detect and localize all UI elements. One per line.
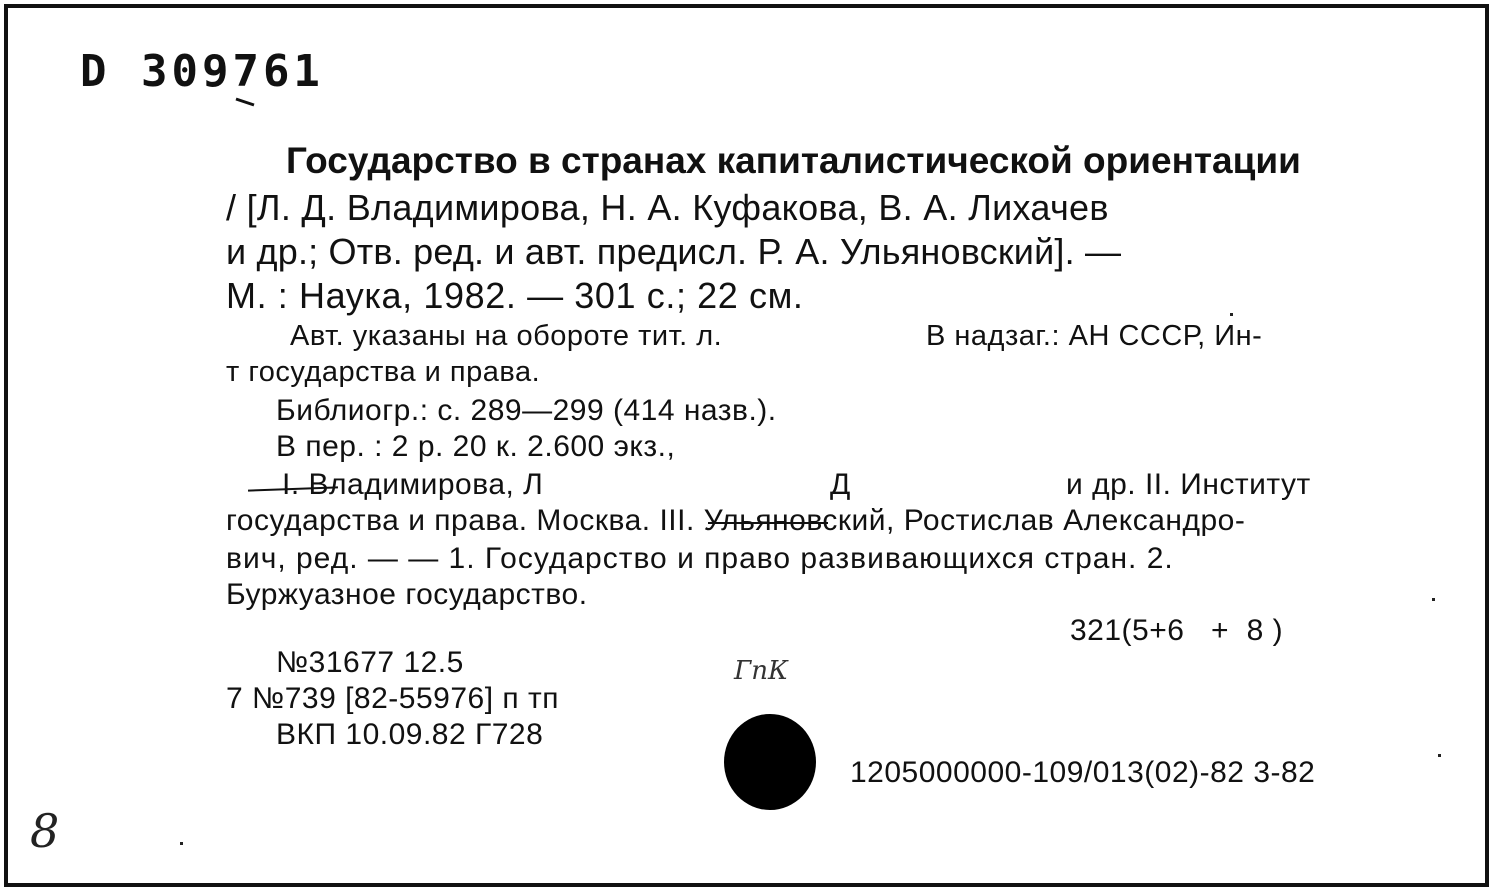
handwritten-initials: ГпК	[734, 656, 789, 686]
note-heading: В надзаг.: АН СССР, Ин-	[926, 320, 1263, 352]
speck-dot	[1438, 754, 1441, 757]
speck-dot	[1230, 313, 1233, 316]
inventory-number: D 309761	[80, 46, 324, 97]
note-authors: Авт. указаны на обороте тит. л.	[290, 320, 723, 352]
catalog-card	[4, 4, 1489, 887]
title-line: Государство в странах капиталистической ориентации	[286, 140, 1301, 181]
tracing-author-1: I. Владимирова, Л	[282, 468, 544, 501]
hole-punch-blot	[724, 714, 816, 810]
tracing-institute-start: и др. II. Институт	[1066, 468, 1311, 501]
classification-index: 321(5+6 + 8 )	[1070, 614, 1284, 647]
inventory-tick-mark	[234, 94, 256, 112]
tracing-line-4: Буржуазное государство.	[226, 578, 588, 611]
tracing-underline-2	[708, 522, 828, 524]
tracing-line-3: вич, ред. — — 1. Государство и право развивающихся стран. 2.	[226, 542, 1174, 575]
note-institute: т государства и права.	[226, 356, 541, 388]
order-number: №31677 12.5	[276, 646, 464, 679]
responsibility-line-1: / [Л. Д. Владимирова, Н. А. Куфакова, В. А. Лихачев	[226, 187, 1109, 228]
print-order-line: 7 №739 [82-55976] п тп	[226, 682, 559, 715]
tracing-initial: Д	[830, 468, 851, 501]
handwritten-mark: 8	[30, 804, 60, 858]
isbn-code: 1205000000-109/013(02)-82 3-82	[850, 756, 1316, 789]
vkp-line: ВКП 10.09.82 Г728	[276, 718, 544, 751]
speck-dot	[180, 842, 183, 845]
speck-dot	[1432, 598, 1435, 601]
tracing-line-2: государства и права. Москва. III. Ульяновский, Ростислав Александро-	[226, 504, 1246, 537]
imprint-line: М. : Наука, 1982. — 301 с.; 22 см.	[226, 275, 804, 316]
bibliography-note: Библиогр.: с. 289—299 (414 назв.).	[276, 394, 777, 427]
price-note: В пер. : 2 р. 20 к. 2.600 экз.,	[276, 430, 676, 463]
responsibility-line-2: и др.; Отв. ред. и авт. предисл. Р. А. Ульяновский]. —	[226, 231, 1122, 272]
